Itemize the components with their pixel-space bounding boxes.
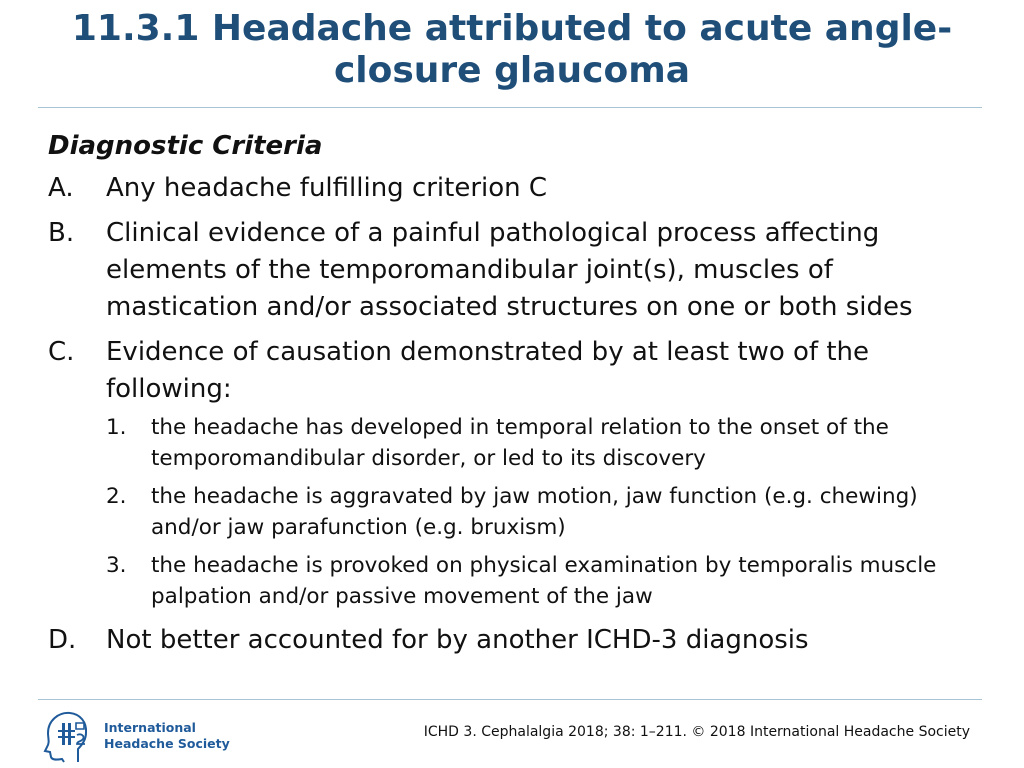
criterion-d [48, 622, 978, 659]
sub-criterion-3 [106, 550, 978, 612]
criterion-text: Any headache fulfilling criterion C [106, 173, 548, 203]
criterion-a [48, 170, 978, 207]
logo-line-2: Headache Society [104, 736, 230, 751]
criterion-letter: A. [48, 173, 74, 203]
logo-text [104, 720, 230, 752]
sub-criterion-number: 2. [106, 484, 127, 509]
sub-criterion-1 [106, 412, 978, 474]
sub-criterion-number: 3. [106, 553, 127, 578]
criterion-letter: B. [48, 218, 75, 248]
diagnostic-criteria-heading: Diagnostic Criteria [48, 131, 323, 161]
sub-criterion-text: the headache is aggravated by jaw motion, jaw function (e.g. chewing) and/or jaw parafunction (e.g. bruxism) [151, 484, 918, 540]
logo-line-1: International [104, 720, 196, 735]
slide-title: 11.3.1 Headache attributed to acute angle-closure glaucoma [71, 8, 953, 91]
sub-criterion-2 [106, 481, 978, 543]
criterion-c-sublist [106, 412, 978, 612]
sub-criterion-number: 1. [106, 415, 127, 440]
criterion-text: Evidence of causation demonstrated by at least two of the following: [106, 337, 870, 404]
sub-criterion-text: the headache has developed in temporal relation to the onset of the temporomandibular disorder, or led to its discovery [151, 415, 889, 471]
criterion-letter: D. [48, 625, 77, 655]
title-divider [38, 107, 982, 108]
citation-text: ICHD 3. Cephalalgia 2018; 38: 1–211. © 2018 International Headache Society [423, 724, 970, 740]
ihs-head-logo-icon [40, 709, 98, 763]
criterion-b [48, 215, 978, 326]
footer-divider [38, 699, 982, 700]
ihs-logo [40, 708, 240, 764]
criteria-content [48, 128, 978, 667]
sub-criterion-text: the headache is provoked on physical examination by temporalis muscle palpation and/or passive movement of the jaw [151, 553, 937, 609]
criterion-c [48, 334, 978, 408]
criterion-text: Clinical evidence of a painful pathological process affecting elements of the temporomandibular joint(s), muscles of mastication and/or associated structures on one or both sides [106, 218, 913, 322]
criterion-text: Not better accounted for by another ICHD-3 diagnosis [106, 625, 809, 655]
criterion-letter: C. [48, 337, 75, 367]
